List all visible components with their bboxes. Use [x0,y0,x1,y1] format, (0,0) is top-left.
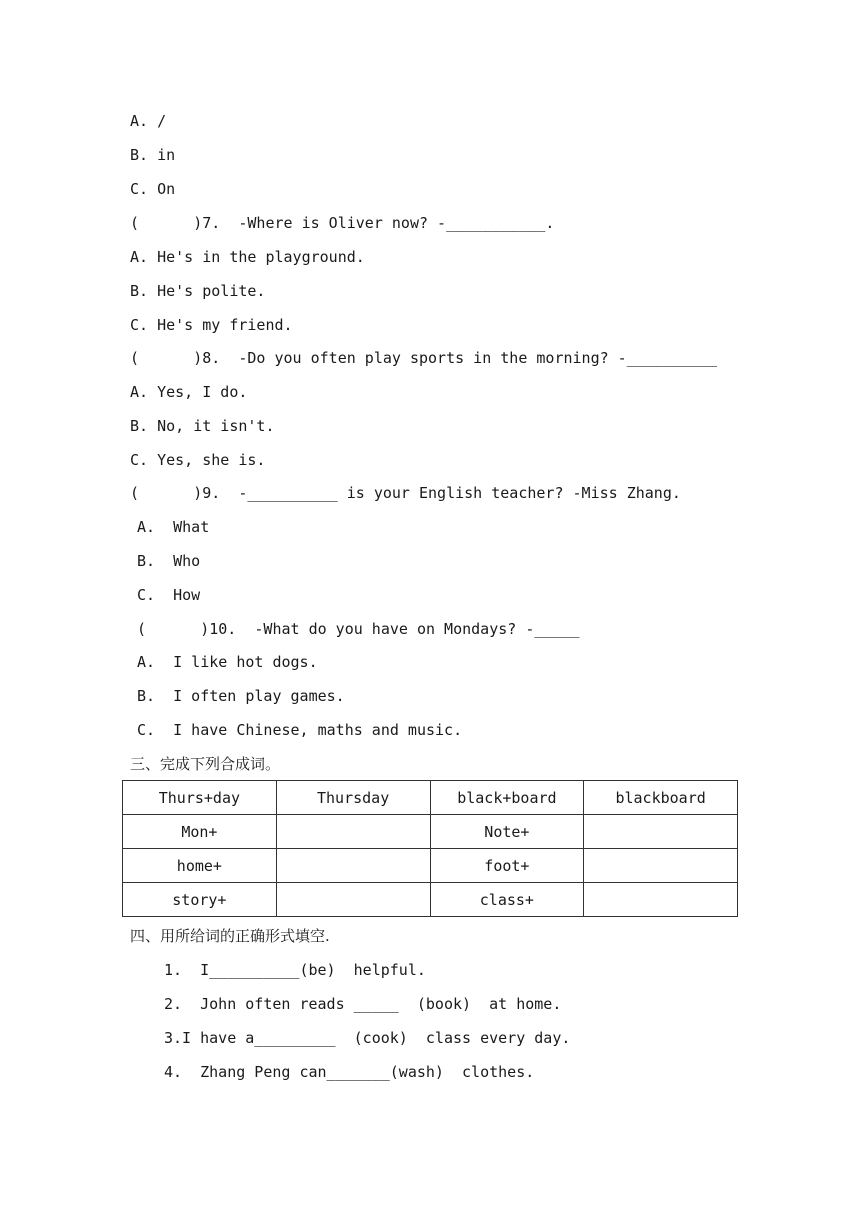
section4-heading: 四、用所给词的正确形式填空. [130,927,330,945]
section3-heading: 三、完成下列合成词。 [130,755,281,773]
answer-cell[interactable] [584,849,738,883]
table-cell: Mon+ [123,815,277,849]
table-cell: Thursday [276,781,430,815]
table-row [123,781,738,815]
table-row [123,883,738,917]
q6-option-a: A. / [130,112,167,130]
table-cell: story+ [123,883,277,917]
q9-option-a: A. What [137,518,210,536]
q10-option-b: B. I often play games. [137,687,345,705]
table-row [123,849,738,883]
q7-option-b: B. He's polite. [130,282,266,300]
answer-cell[interactable] [276,883,430,917]
q6-option-c: C. On [130,180,176,198]
answer-cell[interactable] [276,815,430,849]
table-row [123,815,738,849]
q9-option-b: B. Who [137,552,201,570]
q7-stem: ( )7. -Where is Oliver now? -___________. [130,214,555,232]
fill-item-3: 3.I have a_________ (cook) class every day. [164,1029,571,1047]
q9-option-c: C. How [137,586,201,604]
q10-option-a: A. I like hot dogs. [137,653,318,671]
table-cell: class+ [430,883,584,917]
fill-item-1: 1. I__________(be) helpful. [164,961,426,979]
q8-option-c: C. Yes, she is. [130,451,266,469]
q6-option-b: B. in [130,146,176,164]
table-cell: blackboard [584,781,738,815]
q8-option-b: B. No, it isn't. [130,417,275,435]
answer-cell[interactable] [584,883,738,917]
table-cell: home+ [123,849,277,883]
fill-item-4: 4. Zhang Peng can_______(wash) clothes. [164,1063,535,1081]
q10-stem: ( )10. -What do you have on Mondays? -_____ [137,620,580,638]
compound-words-table [122,780,738,917]
q8-option-a: A. Yes, I do. [130,383,248,401]
q10-option-c: C. I have Chinese, maths and music. [137,721,463,739]
table-cell: black+board [430,781,584,815]
answer-cell[interactable] [584,815,738,849]
table-cell: foot+ [430,849,584,883]
answer-cell[interactable] [276,849,430,883]
table-cell: Note+ [430,815,584,849]
q8-stem: ( )8. -Do you often play sports in the morning? -__________ [130,349,717,367]
table-cell: Thurs+day [123,781,277,815]
fill-item-2: 2. John often reads _____ (book) at home. [164,995,562,1013]
q9-stem: ( )9. -__________ is your English teacher? -Miss Zhang. [130,484,681,502]
q7-option-c: C. He's my friend. [130,316,293,334]
q7-option-a: A. He's in the playground. [130,248,365,266]
